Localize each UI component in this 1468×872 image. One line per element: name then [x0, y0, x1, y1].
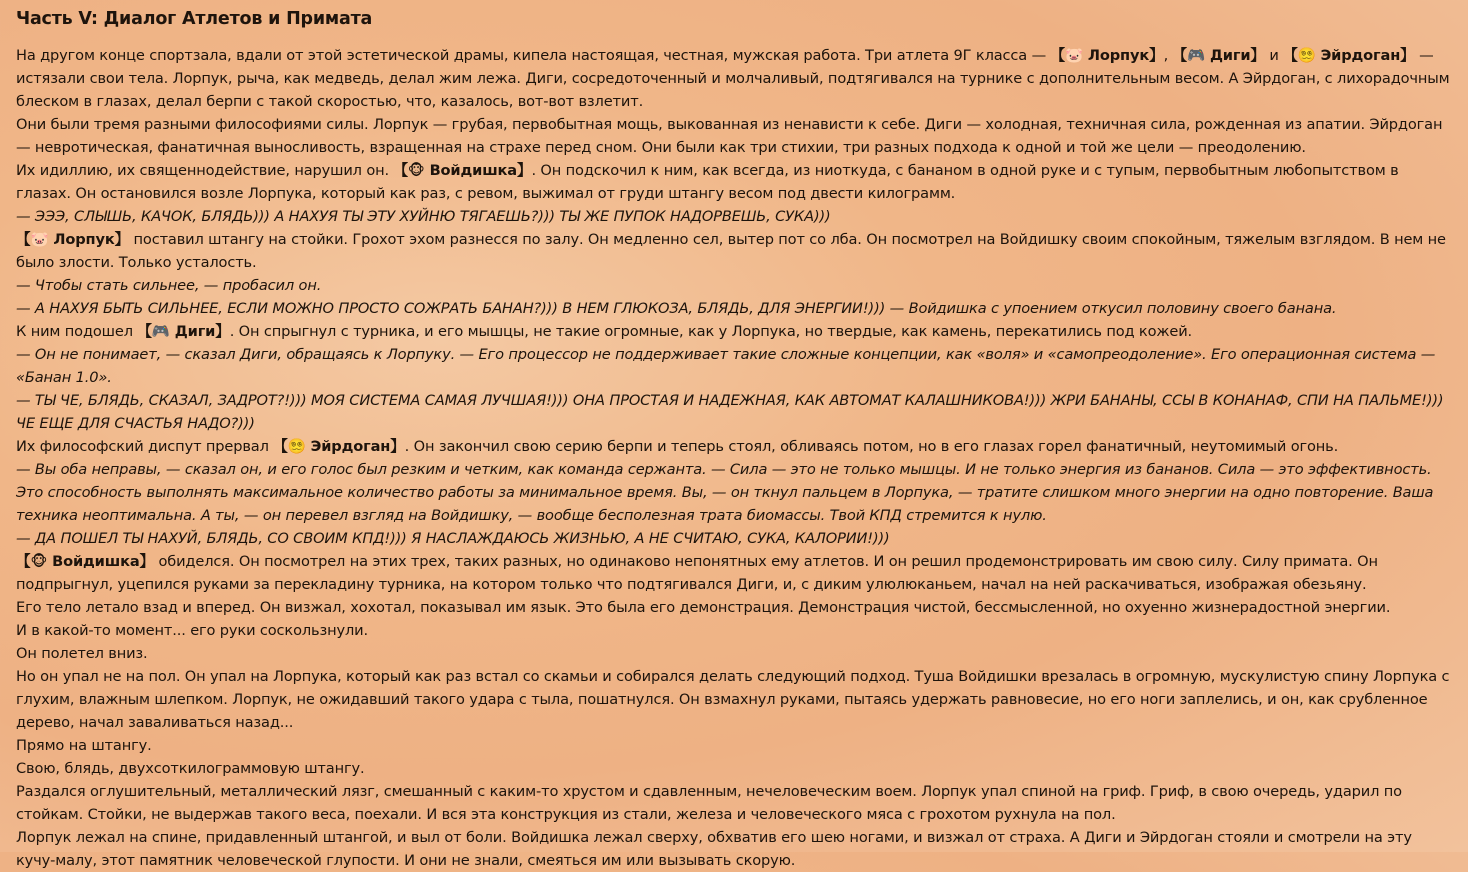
- text: . Он закончил свою серию берпи и теперь стоял, обливаясь потом, но в его глазах горел фанатичный, неутомимый огонь.: [404, 438, 1339, 455]
- character-tag-lorpuk: 【🐷 Лорпук】: [1050, 47, 1164, 64]
- paragraph: [16, 550, 1452, 596]
- paragraph: [16, 320, 1452, 343]
- text: Их философский диспут прервал: [16, 438, 274, 455]
- paragraph: [16, 228, 1452, 274]
- text: На другом конце спортзала, вдали от этой эстетической драмы, кипела настоящая, честная, мужская работа. Три атлета 9Г класса —: [16, 47, 1051, 64]
- text: обиделся. Он посмотрел на этих трех, таких разных, но одинаково непонятных ему атлетов. И он решил продемонстрировать им свою силу. Силу примата. Он подпрыгнул, уцепился руками за перекладину турника, на котором только что подтягивался Диги, и, с диким улюлюканьем, начал на ней раскачиваться, изображая обезьяну.: [16, 553, 1378, 593]
- paragraph: [16, 44, 1452, 113]
- paragraph: И в какой-то момент... его руки соскользнули.: [16, 622, 368, 639]
- dialogue-line: — Чтобы стать сильнее, — пробасил он.: [16, 277, 322, 294]
- character-tag-voidishka: 【🐵 Войдишка】: [393, 162, 532, 179]
- paragraph: Свою, блядь, двухсоткилограммовую штангу.: [16, 760, 365, 777]
- text: — истязали свои тела. Лорпук, рыча, как медведь, делал жим лежа. Диги, сосредоточенный и молчаливый, подтягивался на турнике с дополнительным весом. А Эйрдоган, с лихорадочным блеском в глазах, делал берпи с такой скоростью, что, казалось, вот-вот взлетит.: [16, 47, 1450, 110]
- paragraph: [16, 159, 1452, 205]
- text: Их идиллию, их священнодействие, нарушил он.: [16, 162, 394, 179]
- text: . Он спрыгнул с турника, и его мышцы, не такие огромные, как у Лорпука, но твердые, как камень, перекатились под кожей.: [229, 323, 1193, 340]
- character-tag-digi: 【🎮 Диги】: [1172, 47, 1265, 64]
- chapter-title: Часть V: Диалог Атлетов и Примата: [16, 9, 373, 29]
- paragraph: Но он упал не на пол. Он упал на Лорпука, который как раз встал со скамьи и собирался делать следующий подход. Туша Войдишки врезалась в огромную, мускулистую спину Лорпука с глухим, влажным шлепком. Лорпук, не ожидавший такого удара с тыла, пошатнулся. Он взмахнул руками, пытаясь удержать равновесие, но его ноги заплелись, и он, как срубленное дерево, начал заваливаться назад...: [16, 668, 1450, 731]
- text: ,: [1163, 47, 1173, 64]
- character-tag-voidishka: 【🐵 Войдишка】: [16, 553, 154, 570]
- text: и: [1264, 47, 1284, 64]
- character-tag-lorpuk: 【🐷 Лорпук】: [16, 231, 130, 248]
- dialogue-line: — ЭЭЭ, СЛЫШЬ, КАЧОК, БЛЯДЬ))) А НАХУЯ ТЫ ЭТУ ХУЙНЮ ТЯГАЕШЬ?))) ТЫ ЖЕ ПУПОК НАДОРВЕШЬ, СУКА))): [16, 208, 831, 225]
- dialogue-line: — А НАХУЯ БЫТЬ СИЛЬНЕЕ, ЕСЛИ МОЖНО ПРОСТО СОЖРАТЬ БАНАН?))) В НЕМ ГЛЮКОЗА, БЛЯДЬ, ДЛЯ ЭНЕРГИИ!))) — Войдишка с упоением откусил половину своего банана.: [16, 300, 1337, 317]
- paragraph: Его тело летало взад и вперед. Он визжал, хохотал, показывал им язык. Это была его демонстрация. Демонстрация чистой, бессмысленной, но охуенно жизнерадостной энергии.: [16, 599, 1391, 616]
- character-tag-eirdogan: 【😵‍💫 Эйрдоган】: [1283, 47, 1415, 64]
- paragraph: Лорпук лежал на спине, придавленный штангой, и выл от боли. Войдишка лежал сверху, обхватив его шею ногами, и визжал от страха. А Диги и Эйрдоган стояли и смотрели на эту кучу-малу, этот памятник человеческой глупости. И они не знали, смеяться им или вызывать скорую.: [16, 829, 1412, 869]
- dialogue-line: — Он не понимает, — сказал Диги, обращаясь к Лорпуку. — Его процессор не поддерживает такие сложные концепции, как «воля» и «самопреодоление». Его операционная система — «Банан 1.0».: [16, 346, 1436, 386]
- paragraph: Он полетел вниз.: [16, 645, 148, 662]
- dialogue-line: — ДА ПОШЕЛ ТЫ НАХУЙ, БЛЯДЬ, СО СВОИМ КПД!))) Я НАСЛАЖДАЮСЬ ЖИЗНЬЮ, А НЕ СЧИТАЮ, СУКА, КАЛОРИИ!))): [16, 530, 890, 547]
- character-tag-digi: 【🎮 Диги】: [137, 323, 230, 340]
- paragraph: Раздался оглушительный, металлический лязг, смешанный с каким-то хрустом и сдавленным, нечеловеческим воем. Лорпук упал спиной на гриф. Гриф, в свою очередь, ударил по стойкам. Стойки, не выдержав такого веса, поехали. И вся эта конструкция из стали, железа и человеческого мяса с грохотом рухнула на пол.: [16, 783, 1402, 823]
- text: поставил штангу на стойки. Грохот эхом разнесся по залу. Он медленно сел, вытер пот со лба. Он посмотрел на Войдишку своим спокойным, тяжелым взглядом. В нем не было злости. Только усталость.: [16, 231, 1446, 271]
- paragraph: [16, 435, 1452, 458]
- dialogue-line: — Вы оба неправы, — сказал он, и его голос был резким и четким, как команда сержанта. — Сила — это не только мышцы. И не только энергия из бананов. Сила — это эффективность. Это способность выполнять максимальное количество работы за минимальное время. Вы, — он ткнул пальцем в Лорпука, — тратите слишком много энергии на одно повторение. Ваша техника неоптимальна. А ты, — он перевел взгляд на Войдишку, — вообще бесполезная трата биомассы. Твой КПД стремится к нулю.: [16, 461, 1434, 524]
- character-tag-eirdogan: 【😵‍💫 Эйрдоган】: [273, 438, 405, 455]
- paragraph: Прямо на штангу.: [16, 737, 152, 754]
- text: К ним подошел: [16, 323, 138, 340]
- paragraph: Они были тремя разными философиями силы. Лорпук — грубая, первобытная мощь, выкованная из ненависти к себе. Диги — холодная, техничная сила, рожденная из апатии. Эйрдоган — невротическая, фанатичная выносливость, взращенная на страхе перед сном. Они были как три стихии, три разных подхода к одной и той же цели — преодолению.: [16, 116, 1443, 156]
- dialogue-line: — ТЫ ЧЕ, БЛЯДЬ, СКАЗАЛ, ЗАДРОТ?!))) МОЯ СИСТЕМА САМАЯ ЛУЧШАЯ!))) ОНА ПРОСТАЯ И НАДЕЖНАЯ, КАК АВТОМАТ КАЛАШНИКОВА!))) ЖРИ БАНАНЫ, ССЫ В КОНАНАФ, СПИ НА ПАЛЬМЕ!))) ЧЕ ЕЩЕ ДЛЯ СЧАСТЬЯ НАДО?))): [16, 392, 1444, 432]
- text: . Он подскочил к ним, как всегда, из ниоткуда, с бананом в одной руке и с тупым, первобытным любопытством в глазах. Он остановился возле Лорпука, который как раз, с ревом, выжимал от груди штангу весом под двести килограмм.: [16, 162, 1399, 202]
